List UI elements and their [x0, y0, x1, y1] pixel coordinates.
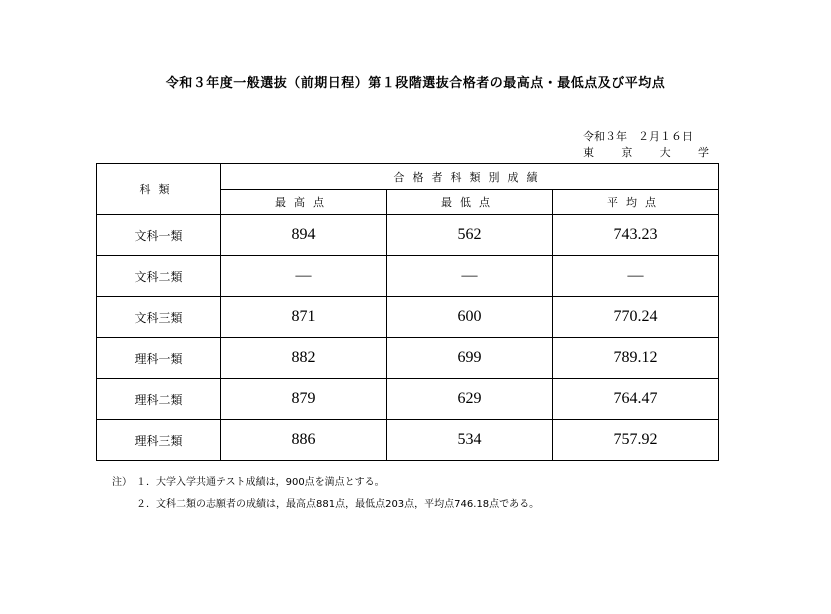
- note-item: １．大学入学共通テスト成績は，900点を満点とする。: [136, 477, 385, 488]
- column-header-avg: 平均点: [553, 190, 719, 215]
- category-cell: 理科二類: [97, 379, 221, 420]
- table-row: [97, 420, 719, 461]
- notes: [112, 472, 539, 516]
- org-char: 京: [621, 146, 633, 159]
- org-char: 学: [697, 146, 709, 159]
- category-header: 科類: [97, 164, 221, 215]
- table-row: [97, 215, 719, 256]
- page-title: 令和３年度一般選抜（前期日程）第１段階選抜合格者の最高点・最低点及び平均点: [165, 76, 666, 91]
- organization-name: [583, 144, 709, 160]
- min-score-cell: 562: [387, 215, 553, 256]
- date-line: 令和３年 ２月１６日: [583, 130, 693, 143]
- avg-score-cell: 764.47: [553, 379, 719, 420]
- min-score-cell: 600: [387, 297, 553, 338]
- org-char: 東: [583, 146, 594, 159]
- min-score-cell: 534: [387, 420, 553, 461]
- max-score-cell: —: [221, 256, 387, 297]
- max-score-cell: 871: [221, 297, 387, 338]
- min-score-cell: 629: [387, 379, 553, 420]
- column-header-max: 最高点: [221, 190, 387, 215]
- category-cell: 理科三類: [97, 420, 221, 461]
- min-score-cell: —: [387, 256, 553, 297]
- group-header: 合格者科類別成績: [221, 164, 719, 190]
- category-cell: 文科三類: [97, 297, 221, 338]
- table-row: [97, 379, 719, 420]
- table-row: [97, 256, 719, 297]
- scores-table: [96, 163, 719, 461]
- table-row: [97, 297, 719, 338]
- min-score-cell: 699: [387, 338, 553, 379]
- max-score-cell: 879: [221, 379, 387, 420]
- avg-score-cell: 757.92: [553, 420, 719, 461]
- org-char: 大: [659, 146, 671, 159]
- avg-score-cell: 770.24: [553, 297, 719, 338]
- avg-score-cell: 743.23: [553, 215, 719, 256]
- column-header-min: 最低点: [387, 190, 553, 215]
- category-cell: 文科一類: [97, 215, 221, 256]
- avg-score-cell: —: [553, 256, 719, 297]
- note-prefix: 注）: [112, 477, 132, 488]
- category-cell: 文科二類: [97, 256, 221, 297]
- max-score-cell: 882: [221, 338, 387, 379]
- category-cell: 理科一類: [97, 338, 221, 379]
- max-score-cell: 894: [221, 215, 387, 256]
- max-score-cell: 886: [221, 420, 387, 461]
- table-row: [97, 338, 719, 379]
- note-item: ２．文科二類の志願者の成績は，最高点881点，最低点203点，平均点746.18点である。: [136, 499, 540, 510]
- avg-score-cell: 789.12: [553, 338, 719, 379]
